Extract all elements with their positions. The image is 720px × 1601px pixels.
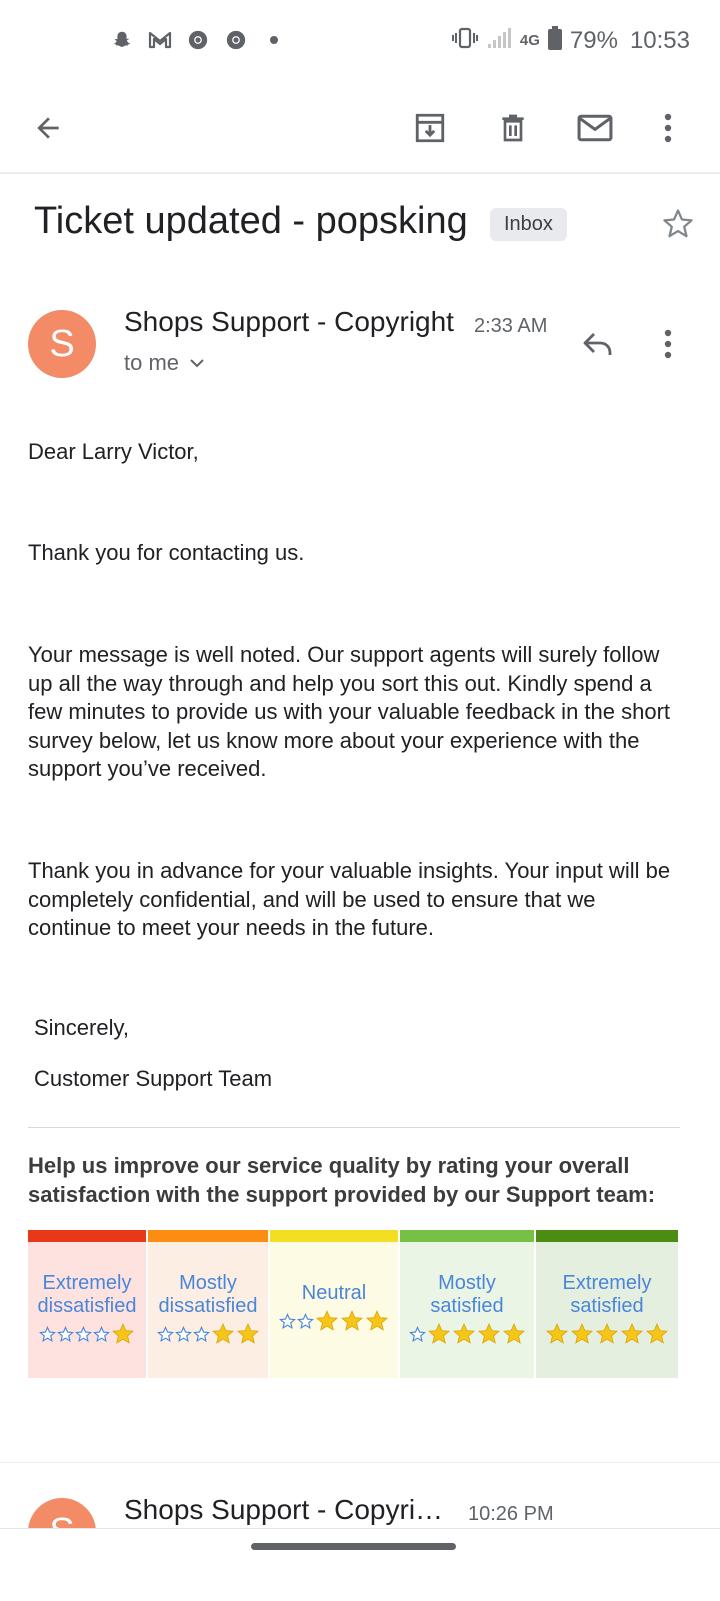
back-button[interactable] (20, 100, 76, 156)
rating-stars (409, 1322, 526, 1346)
survey-heading: Help us improve our service quality by rating your overall satisfaction with the support provided by our Support team: (28, 1153, 656, 1207)
rating-stars (279, 1309, 389, 1333)
star-filled-icon (427, 1322, 451, 1346)
rating-option[interactable] (28, 1230, 146, 1378)
signature: Customer Support Team (34, 1066, 273, 1091)
delete-button[interactable] (485, 100, 541, 156)
sender-name: Shops Support - Copyright (124, 306, 454, 337)
message-more-button[interactable] (644, 318, 692, 370)
rating-label[interactable]: Neutral (301, 1282, 367, 1304)
star-outline-icon (57, 1326, 74, 1343)
star-filled-icon (595, 1322, 619, 1346)
gesture-nav-bar (0, 1528, 720, 1601)
closing: Sincerely, (34, 1015, 129, 1040)
star-filled-icon (545, 1322, 569, 1346)
reply-button[interactable] (572, 318, 624, 370)
rating-stars (39, 1322, 135, 1346)
rating-color-bar (270, 1230, 398, 1242)
rating-option[interactable] (270, 1230, 398, 1378)
rating-color-bar (28, 1230, 146, 1242)
home-gesture-handle[interactable] (251, 1543, 456, 1550)
star-outline-icon (157, 1326, 174, 1343)
chrome-icon (186, 28, 210, 52)
more-options-button[interactable] (640, 100, 696, 156)
rating-stars (157, 1322, 260, 1346)
rating-option[interactable] (400, 1230, 534, 1378)
notification-icons (110, 28, 278, 52)
divider (28, 1127, 680, 1128)
star-filled-icon (477, 1322, 501, 1346)
rating-color-bar (536, 1230, 678, 1242)
star-filled-icon (452, 1322, 476, 1346)
mark-unread-button[interactable] (567, 100, 623, 156)
inbox-label-chip[interactable]: Inbox (490, 208, 567, 241)
rating-label[interactable]: Extremely dissatisfied (37, 1272, 137, 1317)
star-outline-icon (93, 1326, 110, 1343)
rating-option[interactable] (148, 1230, 268, 1378)
star-filled-icon (365, 1309, 389, 1333)
sender-avatar[interactable]: S (28, 310, 96, 378)
signal-icon (486, 26, 512, 55)
email-subject: Ticket updated - popsking (34, 200, 468, 242)
body-paragraph-1: Thank you for contacting us. (28, 540, 305, 565)
star-filled-icon (570, 1322, 594, 1346)
rating-label[interactable]: Mostly satisfied (430, 1272, 504, 1317)
star-outline-icon (75, 1326, 92, 1343)
next-message-time: 10:26 PM (468, 1503, 554, 1525)
star-filled-icon (111, 1322, 135, 1346)
star-outline-icon (409, 1326, 426, 1343)
recipient-text: to me (124, 350, 180, 375)
rating-label[interactable]: Extremely satisfied (562, 1272, 652, 1317)
satisfaction-rating-table (28, 1230, 678, 1378)
star-filled-icon (340, 1309, 364, 1333)
star-filled-icon (211, 1322, 235, 1346)
thread-separator (0, 1462, 720, 1463)
star-outline-icon (661, 207, 695, 241)
body-paragraph-3: Thank you in advance for your valuable insights. Your input will be completely confidential, and will be used to ensure that we continue to meet your needs in the future. (28, 858, 671, 940)
more-vert-icon (664, 329, 672, 359)
chevron-down-icon (189, 358, 205, 368)
email-time: 2:33 AM (474, 315, 548, 337)
status-bar (0, 0, 720, 88)
archive-icon (413, 111, 447, 145)
rating-label[interactable]: Mostly dissatisfied (158, 1272, 258, 1317)
greeting: Dear Larry Victor, (28, 439, 199, 464)
chrome-icon (224, 28, 248, 52)
system-status (452, 26, 690, 55)
rating-color-bar (400, 1230, 534, 1242)
star-button[interactable] (654, 200, 702, 248)
vibrate-icon (452, 27, 478, 54)
subject-row (34, 196, 694, 256)
snapchat-icon (110, 28, 134, 52)
star-filled-icon (502, 1322, 526, 1346)
star-outline-icon (297, 1313, 314, 1330)
more-notifications-dot-icon (270, 36, 278, 44)
star-filled-icon (645, 1322, 669, 1346)
clock: 10:53 (629, 26, 690, 54)
star-outline-icon (175, 1326, 192, 1343)
star-outline-icon (279, 1313, 296, 1330)
battery-percent: 79% (569, 26, 618, 54)
recipient-details-toggle[interactable] (124, 350, 205, 376)
rating-stars (545, 1322, 669, 1346)
top-app-bar (0, 88, 720, 174)
rating-option[interactable] (536, 1230, 678, 1378)
rating-color-bar (148, 1230, 268, 1242)
trash-icon (497, 111, 529, 145)
star-filled-icon (620, 1322, 644, 1346)
network-type: 4G (519, 31, 540, 49)
star-outline-icon (193, 1326, 210, 1343)
star-filled-icon (315, 1309, 339, 1333)
body-paragraph-2: Your message is well noted. Our support agents will surely follow up all the way through and help you sort this out. Kindly spend a few minutes to provide us with your valuable feedback in the short survey below, let us know more about your experience with the support you’ve received. (28, 642, 671, 781)
more-vert-icon (664, 113, 672, 143)
archive-button[interactable] (402, 100, 458, 156)
mail-icon (577, 113, 613, 143)
star-outline-icon (39, 1326, 56, 1343)
next-message-sender[interactable]: Shops Support - Copyri… (124, 1494, 444, 1525)
battery-icon (548, 26, 562, 55)
star-filled-icon (236, 1322, 260, 1346)
gmail-icon (148, 28, 172, 52)
reply-icon (581, 330, 615, 358)
back-arrow-icon (32, 112, 64, 144)
